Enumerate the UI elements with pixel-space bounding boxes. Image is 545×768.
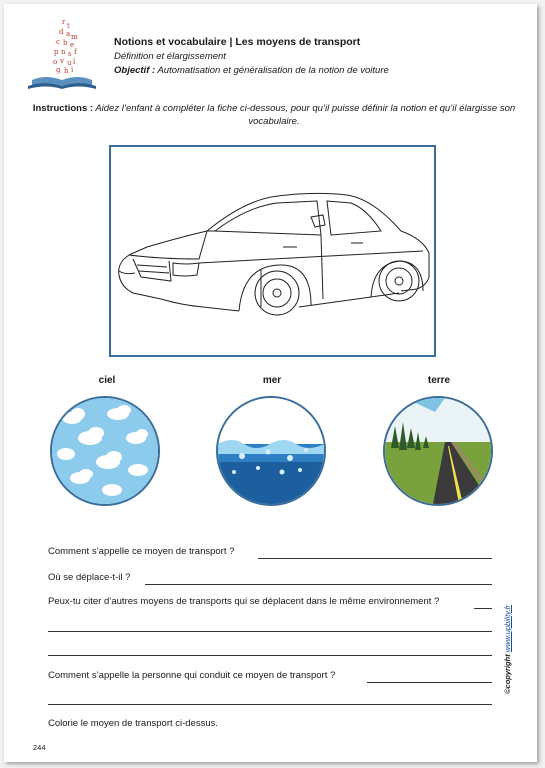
open-book-letters-icon [26,14,98,94]
svg-text:s: s [68,50,72,58]
question-driver: Comment s’appelle la personne qui conduit ce moyen de transport ? [48,670,336,681]
svg-text:o: o [53,58,58,66]
svg-text:d: d [59,28,64,36]
svg-text:v: v [60,57,64,65]
svg-text:f: f [74,48,77,56]
instructions-label: Instructions : [32,103,94,114]
instruction-color: Colorie le moyen de transport ci-dessus. [48,718,219,729]
worksheet-page [4,4,537,762]
answer-line-2[interactable] [145,584,492,585]
question-other-transports: Peux-tu citer d’autres moyens de transports qui se déplacent dans le même environnement ? [48,596,440,607]
answer-line-3a[interactable] [474,608,492,609]
header [114,34,514,78]
land-picture [383,396,493,506]
label-ciel: ciel [98,375,116,386]
sky-picture [50,396,160,506]
svg-text:h: h [64,67,69,75]
objective-label: Objectif : [114,65,156,76]
svg-text:e: e [70,41,75,49]
instructions-text: Aidez l’enfant à compléter la fiche ci-dessous, pour qu’il puisse définir la notion et qu’il élargisse son vocabulaire. [93,103,516,127]
car-illustration [111,147,434,355]
water-icon [218,398,324,504]
svg-text:t: t [67,22,70,30]
label-terre: terre [427,375,451,386]
answer-line-3c[interactable] [48,655,492,656]
question-where: Où se déplace-t-il ? [48,572,131,583]
objective [114,64,514,78]
svg-text:g: g [56,66,61,74]
copyright-label: ©copyright [503,654,512,694]
svg-text:l: l [73,58,76,66]
page-subtitle: Définition et élargissement [114,51,226,62]
svg-text:r: r [62,18,66,26]
svg-text:u: u [67,59,72,67]
answer-line-4b[interactable] [48,704,492,705]
svg-text:p: p [54,48,59,56]
clouds-icon [52,398,158,504]
svg-text:c: c [56,38,60,46]
question-transport-name: Comment s’appelle ce moyen de transport ? [48,546,235,557]
svg-text:m: m [71,33,78,41]
copyright-notice [503,605,512,694]
page-number: 244 [33,743,46,752]
svg-text:a: a [66,30,71,38]
car-illustration-frame [109,145,436,357]
objective-text: Automatisation et généralisation de la notion de voiture [155,65,389,76]
copyright-link[interactable]: www.upbility.fr [503,604,512,653]
instructions [30,102,518,128]
svg-text:n: n [61,48,66,56]
svg-text:i: i [71,66,74,74]
answer-line-3b[interactable] [48,631,492,632]
road-icon [385,398,491,504]
label-mer: mer [262,375,282,386]
sea-picture [216,396,326,506]
page-title: Notions et vocabulaire | Les moyens de transport [114,36,361,48]
svg-text:b: b [63,39,68,47]
answer-line-4a[interactable] [367,682,492,683]
answer-line-1[interactable] [258,558,492,559]
